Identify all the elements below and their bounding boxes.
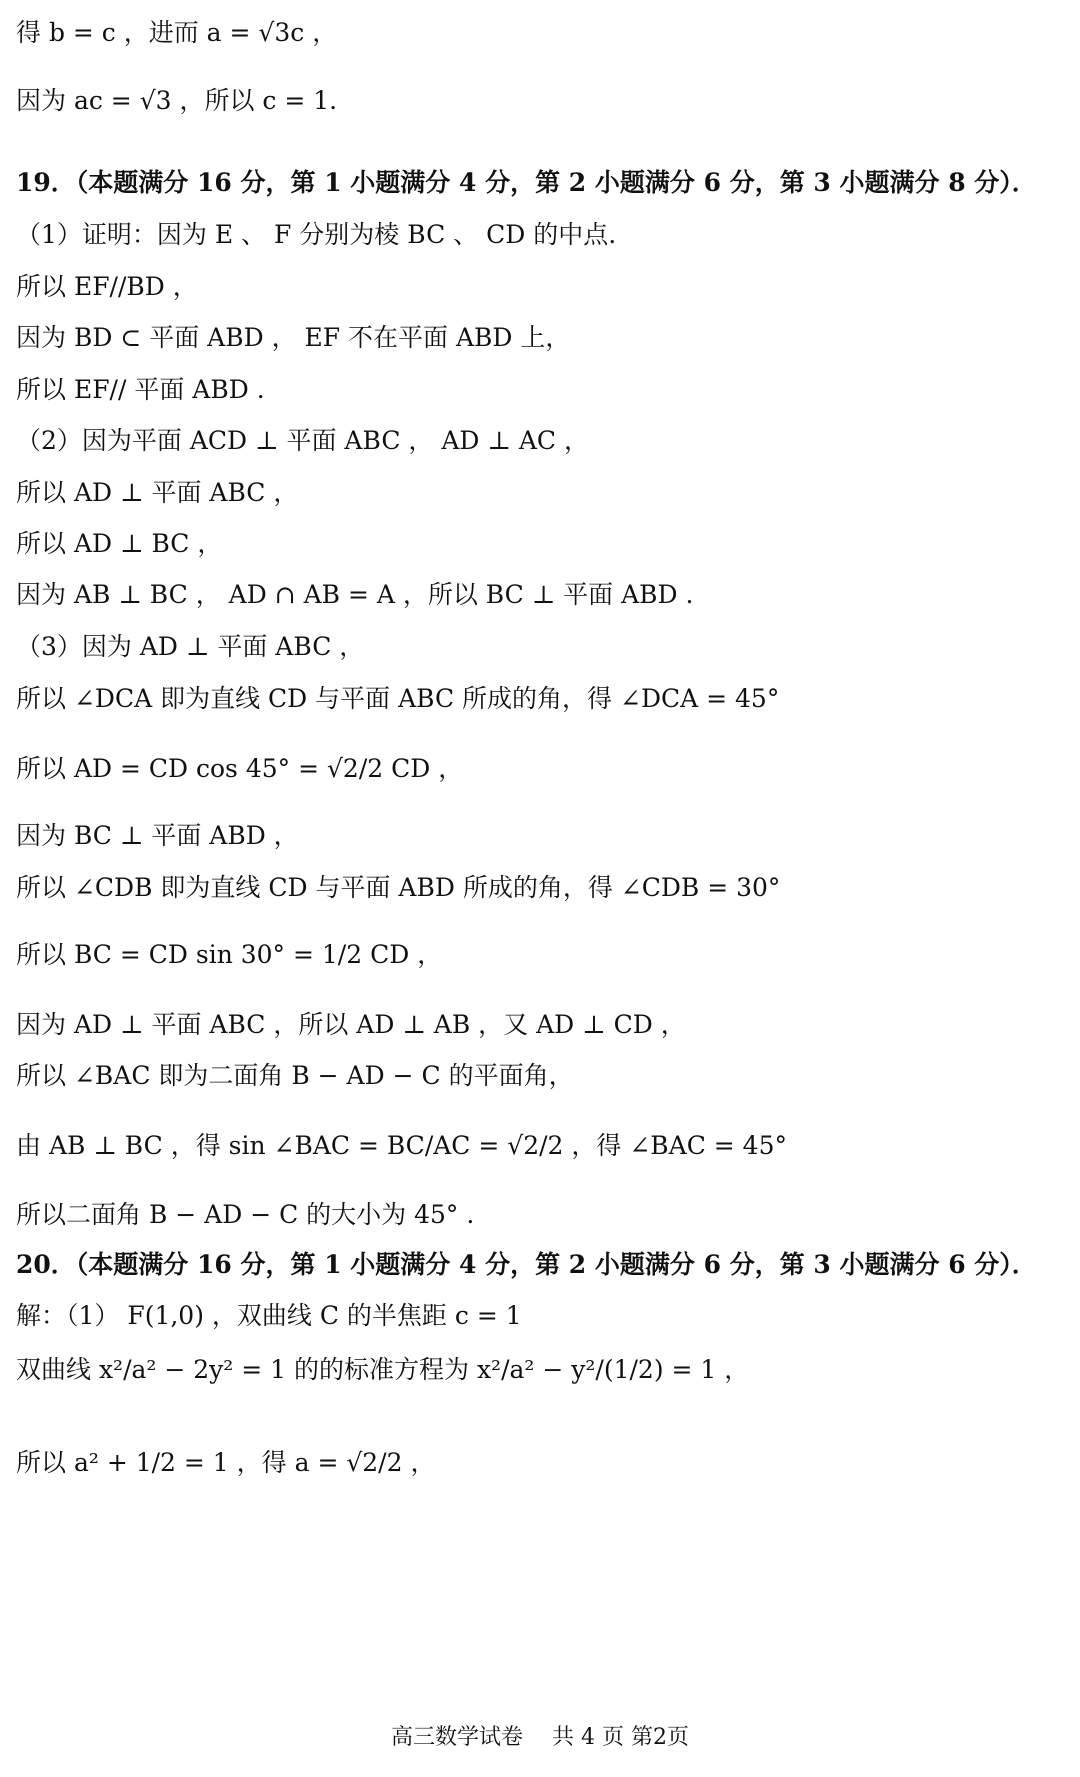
text-line-10: 所以 AD ⊥ BC ， [16, 529, 223, 558]
text-line-18: 因为 AD ⊥ 平面 ABC ，所以 AD ⊥ AB ，又 AD ⊥ CD ， [16, 1010, 686, 1039]
page-footer: 高三数学试卷 共 4 页 第2页 [391, 1725, 689, 1750]
text-line-14: 所以 AD = CD cos 45° = √2/2 CD ， [16, 754, 464, 783]
text-line-21: 所以二面角 B − AD − C 的大小为 45° . [16, 1200, 475, 1229]
text-line-11: 因为 AB ⊥ BC ， AD ∩ AB = A ，所以 BC ⊥ 平面 ABD . [16, 580, 694, 609]
text-line-17: 所以 BC = CD sin 30° = 1/2 CD ， [16, 940, 443, 969]
text-line-9: 所以 AD ⊥ 平面 ABC ， [16, 478, 299, 507]
section-heading-20: 20．（本题满分 16 分，第 1 小题满分 4 分，第 2 小题满分 6 分，第 3 小题满分 6 分）． [16, 1250, 1037, 1279]
text-line-15: 因为 BC ⊥ 平面 ABD ， [16, 821, 299, 850]
text-line-1: 得 b = c ，进而 a = √3c ， [16, 18, 338, 47]
text-line-19: 所以 ∠BAC 即为二面角 B − AD − C 的平面角， [16, 1061, 574, 1090]
text-line-5: 所以 EF//BD ， [16, 272, 198, 301]
text-line-20: 由 AB ⊥ BC ，得 sin ∠BAC = BC/AC = √2/2 ，得 ∠BAC = 45° [16, 1131, 787, 1160]
text-line-6: 因为 BD ⊂ 平面 ABD ， EF 不在平面 ABD 上， [16, 323, 571, 352]
text-line-12: （3）因为 AD ⊥ 平面 ABC ， [16, 632, 365, 661]
text-line-7: 所以 EF// 平面 ABD . [16, 375, 265, 404]
text-line-24: 双曲线 x²/a² − 2y² = 1 的的标准方程为 x²/a² − y²/(1/2) = 1 ， [16, 1355, 750, 1384]
text-line-8: （2）因为平面 ACD ⊥ 平面 ABC ， AD ⊥ AC ， [16, 426, 589, 455]
text-line-13: 所以 ∠DCA 即为直线 CD 与平面 ABC 所成的角，得 ∠DCA = 45° [16, 684, 780, 713]
text-line-2: 因为 ac = √3 ，所以 c = 1. [16, 86, 338, 115]
text-line-4: （1）证明：因为 E 、 F 分别为棱 BC 、 CD 的中点. [16, 220, 617, 249]
section-heading-19: 19．（本题满分 16 分，第 1 小题满分 4 分，第 2 小题满分 6 分，第 3 小题满分 8 分）． [16, 168, 1037, 197]
text-line-23: 解：（1） F(1,0) ，双曲线 C 的半焦距 c = 1 [16, 1301, 522, 1330]
text-line-16: 所以 ∠CDB 即为直线 CD 与平面 ABD 所成的角，得 ∠CDB = 30° [16, 873, 781, 902]
text-line-25: 所以 a² + 1/2 = 1 ，得 a = √2/2 ， [16, 1448, 436, 1477]
